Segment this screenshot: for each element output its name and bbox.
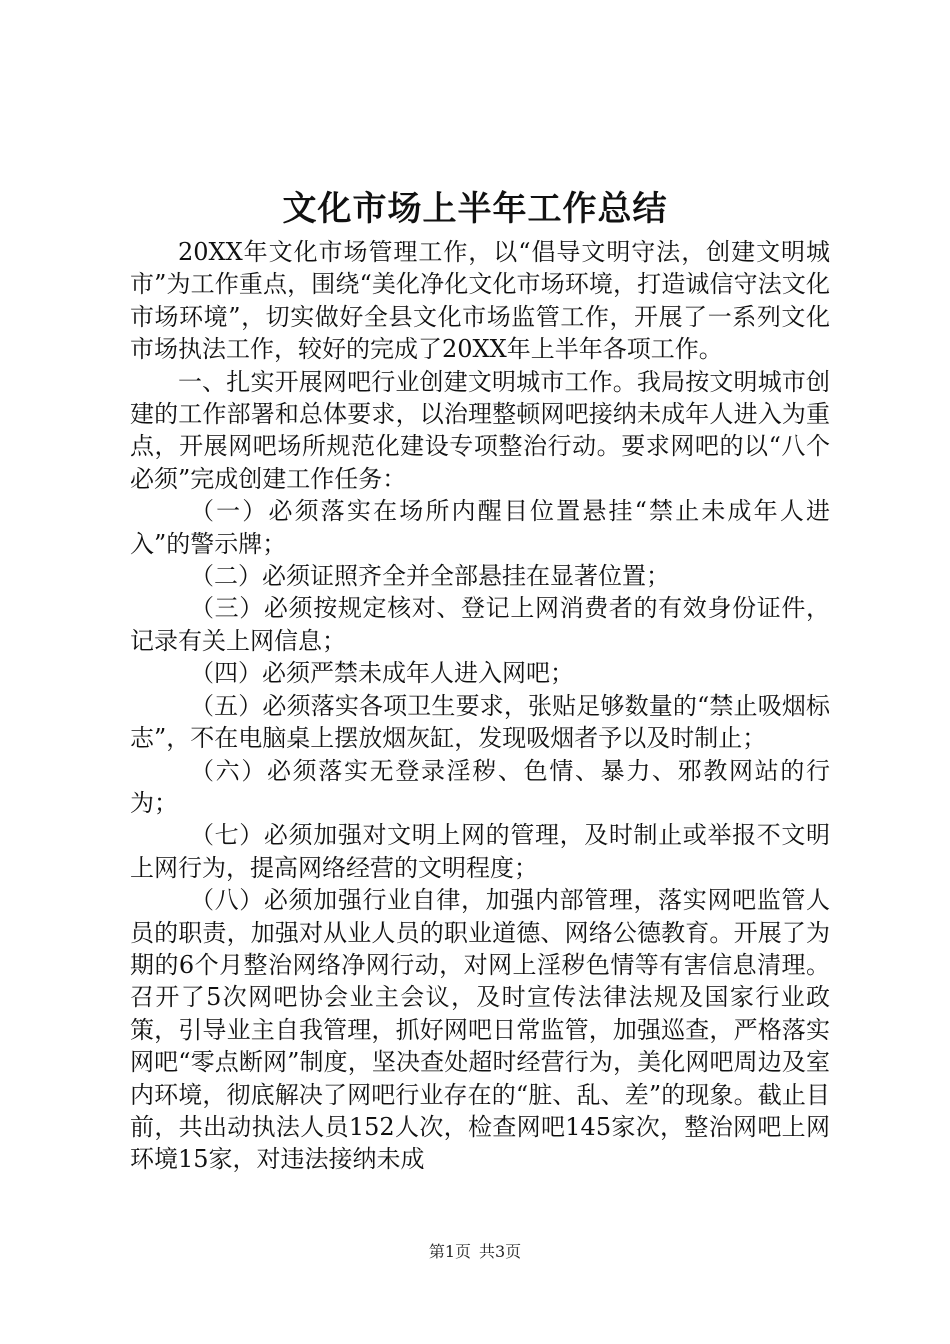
- list-item-3: （三）必须按规定核对、登记上网消费者的有效身份证件，记录有关上网信息；: [130, 594, 830, 655]
- page-footer: [0, 1241, 950, 1263]
- page-number-current: 第1页: [428, 1242, 471, 1261]
- list-item-5: （五）必须落实各项卫生要求，张贴足够数量的“禁止吸烟标志”，不在电脑桌上摆放烟灰缸，发现吸烟者予以及时制止；: [130, 691, 830, 753]
- list-item-2: （二）必须证照齐全并全部悬挂在显著位置；: [190, 562, 670, 591]
- page-number-total: 共3页: [479, 1242, 522, 1261]
- paragraph-section-one: 一、扎实开展网吧行业创建文明城市工作。我局按文明城市创建的工作部署和总体要求，以治理整顿网吧接纳未成年人进入为重点，开展网吧场所规范化建设专项整治行动。要求网吧的以“八个必须”完成创建工作任务：: [130, 367, 830, 493]
- document-body: [130, 236, 830, 1176]
- paragraph-intro: 20XX年文化市场管理工作，以“倡导文明守法，创建文明城市”为工作重点，围绕“美化净化文化市场环境，打造诚信守法文化市场环境”，切实做好全县文化市场监管工作，开展了一系列文化市场执法工作，较好的完成了20XX年上半年各项工作。: [130, 238, 830, 364]
- list-item-1: （一）必须落实在场所内醒目位置悬挂“禁止未成年人进入”的警示牌；: [130, 497, 830, 558]
- list-item-4: （四）必须严禁未成年人进入网吧；: [190, 659, 574, 688]
- list-item-8: （八）必须加强行业自律，加强内部管理，落实网吧监管人员的职责，加强对从业人员的职业道德、网络公德教育。开展了为期的6个月整治网络净网行动，对网上淫秽色情等有害信息清理。召开了5次网吧协会业主会议，及时宣传法律法规及国家行业政策，引导业主自我管理，抓好网吧日常监管，加强巡查，严格落实网吧“零点断网”制度，坚决查处超时经营行为，美化网吧周边及室内环境，彻底解决了网吧行业存在的“脏、乱、差”的现象。截止目前，共出动执法人员152人次，检查网吧145家次，整治网吧上网环境15家，对违法接纳未成: [130, 886, 830, 1174]
- list-item-6: （六）必须落实无登录淫秽、色情、暴力、邪教网站的行为；: [130, 756, 830, 817]
- document-title: 文化市场上半年工作总结: [282, 189, 668, 229]
- list-item-7: （七）必须加强对文明上网的管理，及时制止或举报不文明上网行为，提高网络经营的文明程度；: [130, 821, 830, 882]
